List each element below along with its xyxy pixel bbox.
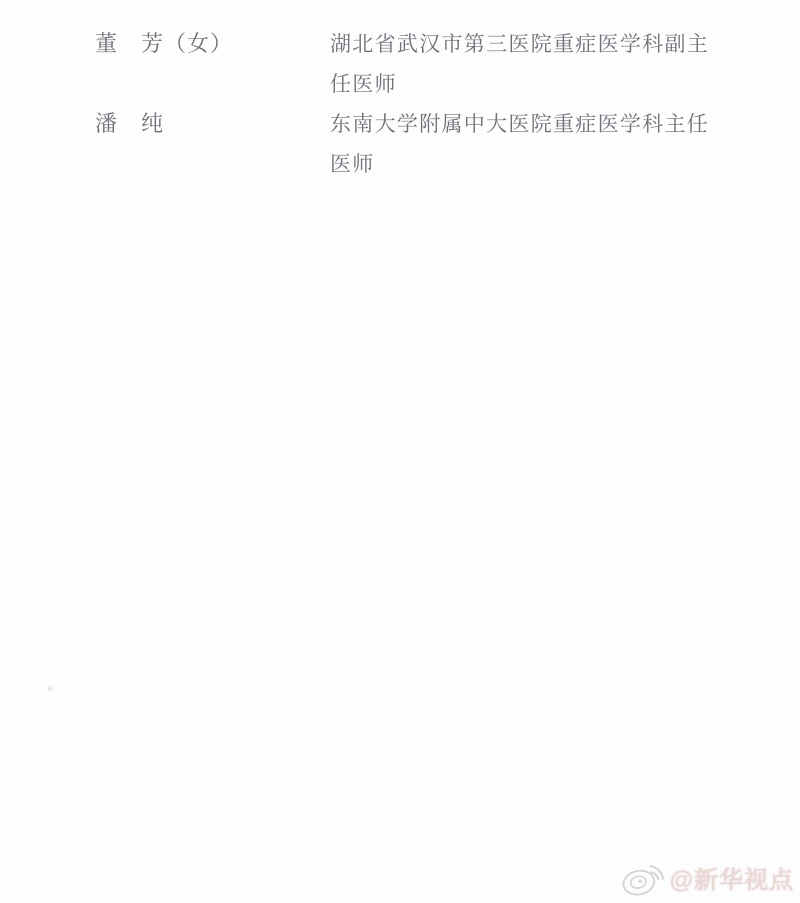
weibo-watermark [621,857,794,898]
person-title-line: 任医师 [330,72,397,96]
person-title-line: 东南大学附属中大医院重症医学科主任 [330,112,710,136]
person-name: 董 芳（女） [95,31,234,56]
honor-list [95,24,760,184]
list-entry [95,104,760,184]
person-title-line: 医师 [330,152,375,176]
list-entry [95,24,760,104]
watermark-handle: @新华视点 [669,867,794,894]
scan-artifact-dot [46,685,54,692]
person-title [330,24,760,104]
person-name: 潘 纯 [95,111,165,136]
person-title-line: 湖北省武汉市第三医院重症医学科副主 [330,32,710,56]
person-title [330,104,760,184]
weibo-eye-icon [621,857,666,898]
